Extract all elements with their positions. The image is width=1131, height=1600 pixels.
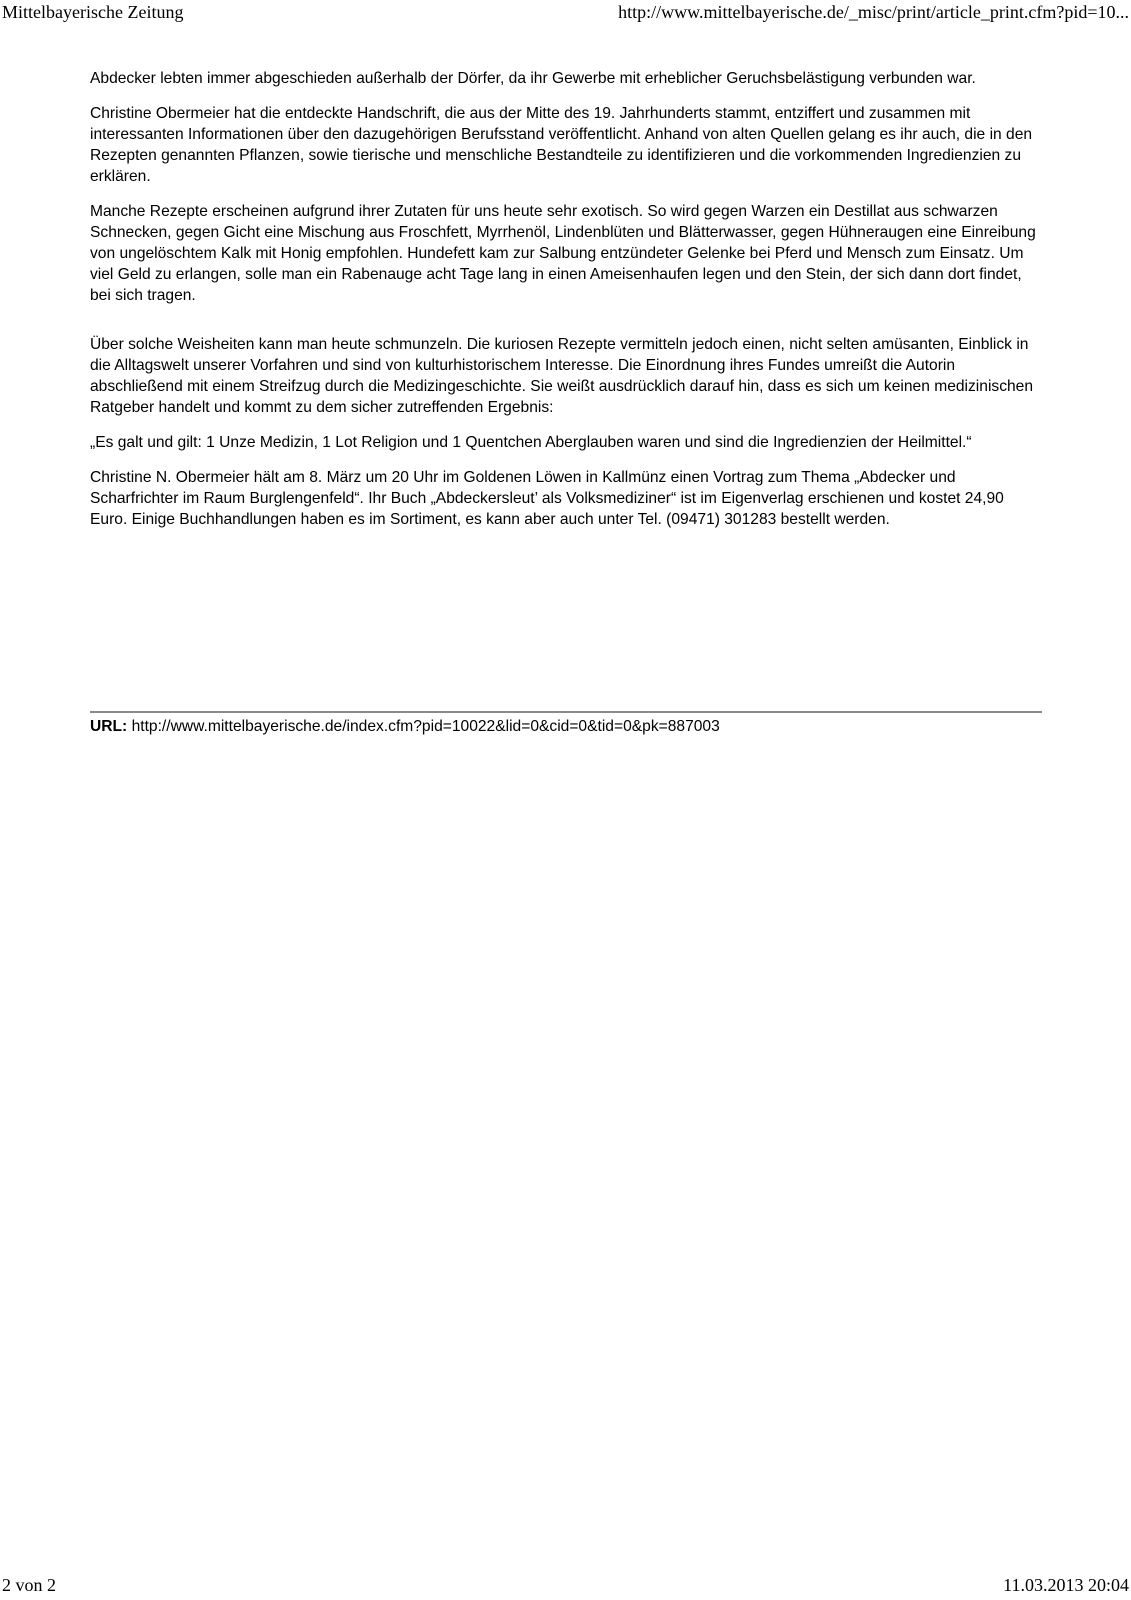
print-header-url: http://www.mittelbayerische.de/_misc/print/article_print.cfm?pid=10... (618, 2, 1129, 22)
print-footer-timestamp: 11.03.2013 20:04 (1003, 1575, 1129, 1595)
article-quote: „Es galt und gilt: 1 Unze Medizin, 1 Lot Religion und 1 Quentchen Aberglauben waren und sind die Ingredienzien der Heilmittel.“ (90, 434, 972, 451)
article-paragraph: Abdecker lebten immer abgeschieden außerhalb der Dörfer, da ihr Gewerbe mit erheblicher Geruchsbelästigung verbunden war. (90, 70, 976, 87)
article-body (90, 68, 1042, 544)
url-label: URL: (90, 718, 128, 735)
article-paragraph: Manche Rezepte erscheinen aufgrund ihrer Zutaten für uns heute sehr exotisch. So wird gegen Warzen ein Destillat aus schwarzen Schnecken, gegen Gicht eine Mischung aus Froschfett, Myrrhenöl, Lindenblüten und Blätterwasser, gegen Hühneraugen eine Einreibung von ungelöschtem Kalk mit Honig empfohlen. Hundefett kam zur Salbung entzündeter Gelenke bei Pferd und Mensch zum Einsatz. Um viel Geld zu erlangen, solle man ein Rabenauge acht Tage lang in einen Ameisenhaufen legen und den Stein, der sich dann dort findet, bei sich tragen. (90, 203, 1036, 304)
article-paragraph: Über solche Weisheiten kann man heute schmunzeln. Die kuriosen Rezepte vermitteln jedoch einen, nicht selten amüsanten, Einblick in die Alltagswelt unserer Vorfahren und sind von kulturhistorischem Interesse. Die Einordnung ihres Fundes umreißt die Autorin abschließend mit einem Streifzug durch die Medizingeschichte. Sie weißt ausdrücklich darauf hin, dass es sich um keinen medizinischen Ratgeber handelt und kommt zu dem sicher zutreffenden Ergebnis: (90, 336, 1034, 416)
print-footer-page-number: 2 von 2 (2, 1575, 56, 1595)
article-paragraph: Christine Obermeier hat die entdeckte Handschrift, die aus der Mitte des 19. Jahrhunderts stammt, entziffert und zusammen mit interessanten Informationen über den dazugehörigen Berufsstand veröffentlicht. Anhand von alten Quellen gelang es ihr auch, die in den Rezepten genannten Pflanzen, sowie tierische und menschliche Bestandteile zu identifizieren und die vorkommenden Ingredienzien zu erklären. (90, 105, 1033, 185)
article-url (90, 716, 720, 737)
url-value: http://www.mittelbayerische.de/index.cfm?pid=10022&lid=0&cid=0&tid=0&pk=887003 (131, 718, 720, 735)
print-header-site-title: Mittelbayerische Zeitung (2, 2, 184, 22)
url-divider (90, 711, 1042, 713)
article-paragraph: Christine N. Obermeier hält am 8. März um 20 Uhr im Goldenen Löwen in Kallmünz einen Vortrag zum Thema „Abdecker und Scharfrichter im Raum Burglengenfeld“. Ihr Buch „Abdeckersleut’ als Volksmediziner“ ist im Eigenverlag erschienen und kostet 24,90 Euro. Einige Buchhandlungen haben es im Sortiment, es kann aber auch unter Tel. (09471) 301283 bestellt werden. (90, 469, 1004, 528)
